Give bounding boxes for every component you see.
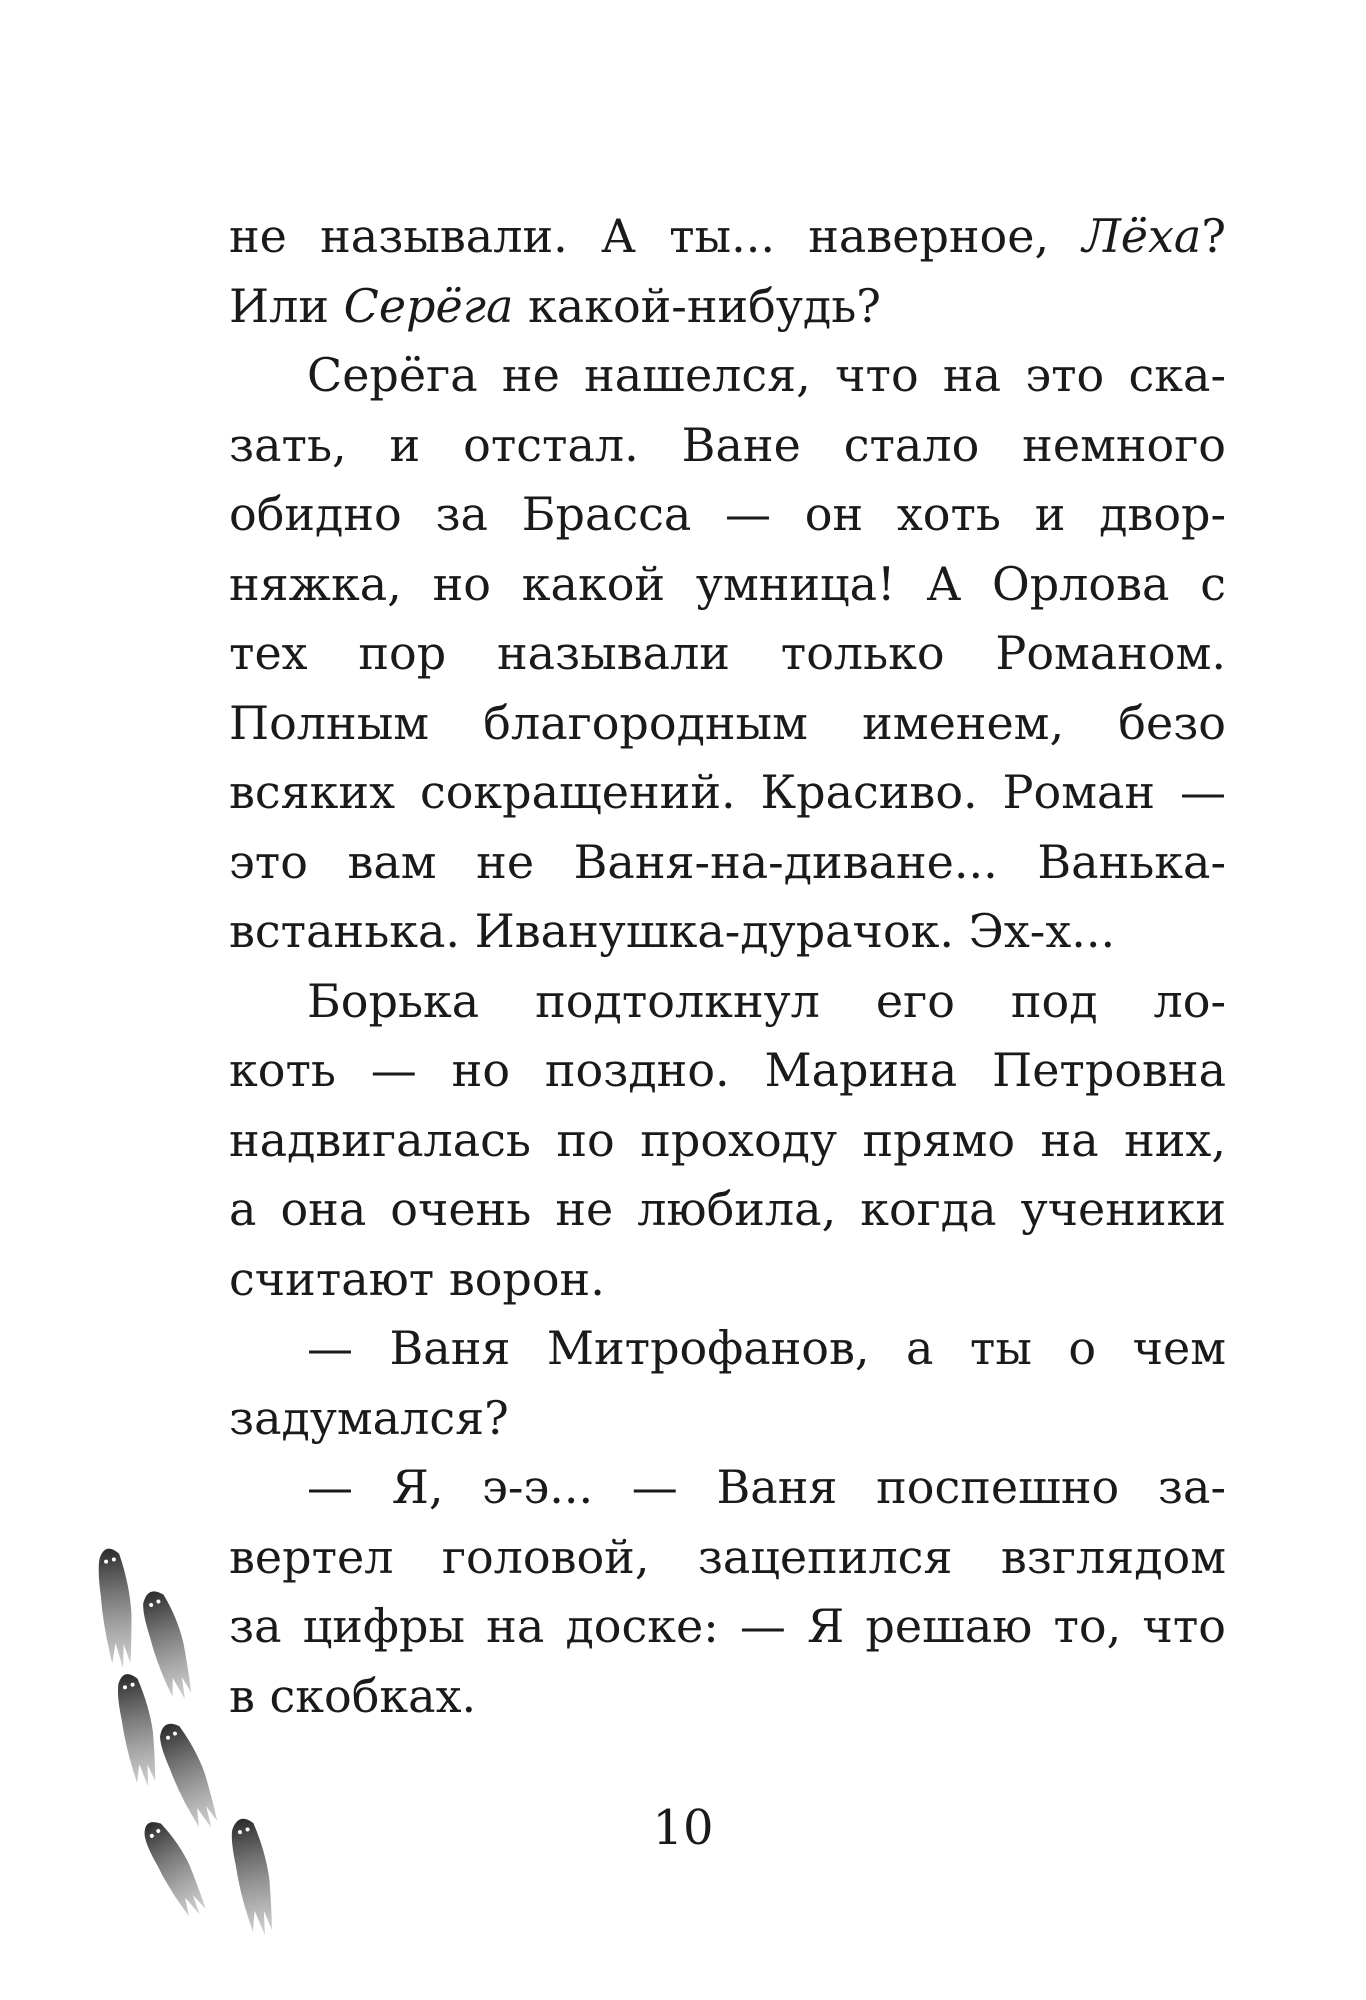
text-line: это вам не Ваня-на-диване... Ванька- [229, 834, 1226, 889]
ghosts-icon [70, 1530, 300, 1950]
text-line: не называли. А ты... наверное, Лёха? [229, 209, 1226, 263]
text-line: Или Серёга какой-нибудь? [229, 278, 881, 333]
italic-name: Лёха [1082, 209, 1202, 263]
text-line: задумался? [229, 1390, 509, 1445]
text-line: обидно за Брасса — он хоть и двор- [229, 487, 1226, 541]
text-line: Полным благородным именем, безо [229, 695, 1226, 750]
text-line: в скобках. [229, 1668, 477, 1723]
text-line: няжка, но какой умница! А Орлова с [229, 556, 1226, 611]
text-line: а она очень не любила, когда ученики [229, 1182, 1226, 1236]
text-line: коть — но поздно. Марина Петровна [229, 1043, 1226, 1097]
text-line: Серёга не нашелся, что на это ска- [307, 348, 1226, 402]
text-line: встанька. Иванушка-дурачок. Эх-х... [229, 904, 1116, 958]
text-line: надвигалась по проходу прямо на них, [229, 1112, 1226, 1167]
text-line: за цифры на доске: — Я решаю то, что [229, 1599, 1226, 1653]
page-number: 10 [652, 1800, 714, 1856]
text-line: — Ваня Митрофанов, а ты о чем [307, 1321, 1226, 1375]
ghost-figure [94, 1547, 140, 1670]
body-text [229, 202, 1226, 1731]
italic-name: Серёга [343, 278, 514, 333]
text-line: вертел головой, зацепился взглядом [229, 1529, 1226, 1584]
text-line: всяких сокращений. Красиво. Роман — [229, 765, 1226, 819]
ghost-figure [112, 1671, 164, 1789]
ghost-figure [136, 1587, 200, 1704]
text-line: тех пор называли только Романом. [229, 626, 1226, 680]
text-line: Борька подтолкнул его под ло- [307, 973, 1226, 1028]
text-line: зать, и отстал. Ване стало немного [229, 417, 1226, 472]
text-line: считают ворон. [229, 1251, 605, 1306]
text-line: — Я, э-э... — Ваня поспешно за- [307, 1460, 1226, 1514]
